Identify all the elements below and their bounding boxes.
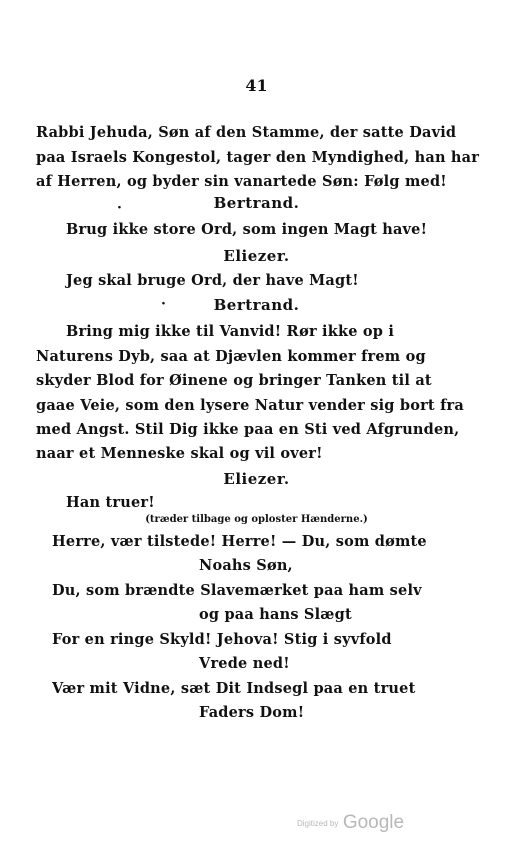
text-line: Vær mit Vidne, sæt Dit Indsegl paa en truet	[52, 680, 416, 697]
text-line: Bring mig ikke til Vanvid! Rør ikke op i	[66, 323, 395, 340]
watermark-prefix: Digitized by	[297, 819, 339, 828]
speaker-name: Bertrand.	[213, 194, 300, 212]
text-line: skyder Blod for Øinene og bringer Tanken til at	[36, 372, 432, 389]
text-line: paa Israels Kongestol, tager den Myndighed, han har	[36, 149, 480, 166]
text-line: Jeg skal bruge Ord, der have Magt!	[66, 272, 359, 289]
stray-mark: ·	[117, 200, 122, 216]
text-line: For en ringe Skyld! Jehova! Stig i syvfold	[52, 631, 392, 648]
text-line: af Herren, og byder sin vanartede Søn: Følg med!	[36, 173, 447, 190]
speaker-name: Eliezer.	[223, 470, 290, 488]
speaker-name: Bertrand.	[213, 296, 300, 314]
text-line: Vrede ned!	[199, 655, 290, 672]
text-line: Naturens Dyb, saa at Djævlen kommer frem og	[36, 348, 426, 365]
text-line: Rabbi Jehuda, Søn af den Stamme, der satte David	[36, 124, 457, 141]
text-line: Han truer!	[66, 494, 155, 511]
text-line: og paa hans Slægt	[199, 606, 352, 623]
text-line: Faders Dom!	[199, 704, 305, 721]
text-line: Brug ikke store Ord, som ingen Magt have!	[66, 221, 428, 238]
text-line: naar et Menneske skal og vil over!	[36, 445, 323, 462]
digitized-watermark	[297, 812, 404, 834]
watermark-brand: Google	[342, 812, 405, 833]
text-line: gaae Veie, som den lysere Natur vender sig bort fra	[36, 397, 464, 414]
text-line: Du, som brændte Slavemærket paa ham selv	[52, 582, 422, 599]
text-line: Herre, vær tilstede! Herre! — Du, som dømte	[52, 533, 427, 550]
stray-mark: ·	[161, 296, 166, 312]
page-number: 41	[245, 76, 268, 95]
text-line: med Angst. Stil Dig ikke paa en Sti ved Afgrunden,	[36, 421, 460, 438]
stage-direction: (træder tilbage og oploster Hænderne.)	[145, 514, 368, 525]
text-line: Noahs Søn,	[199, 557, 293, 574]
speaker-name: Eliezer.	[223, 247, 290, 265]
